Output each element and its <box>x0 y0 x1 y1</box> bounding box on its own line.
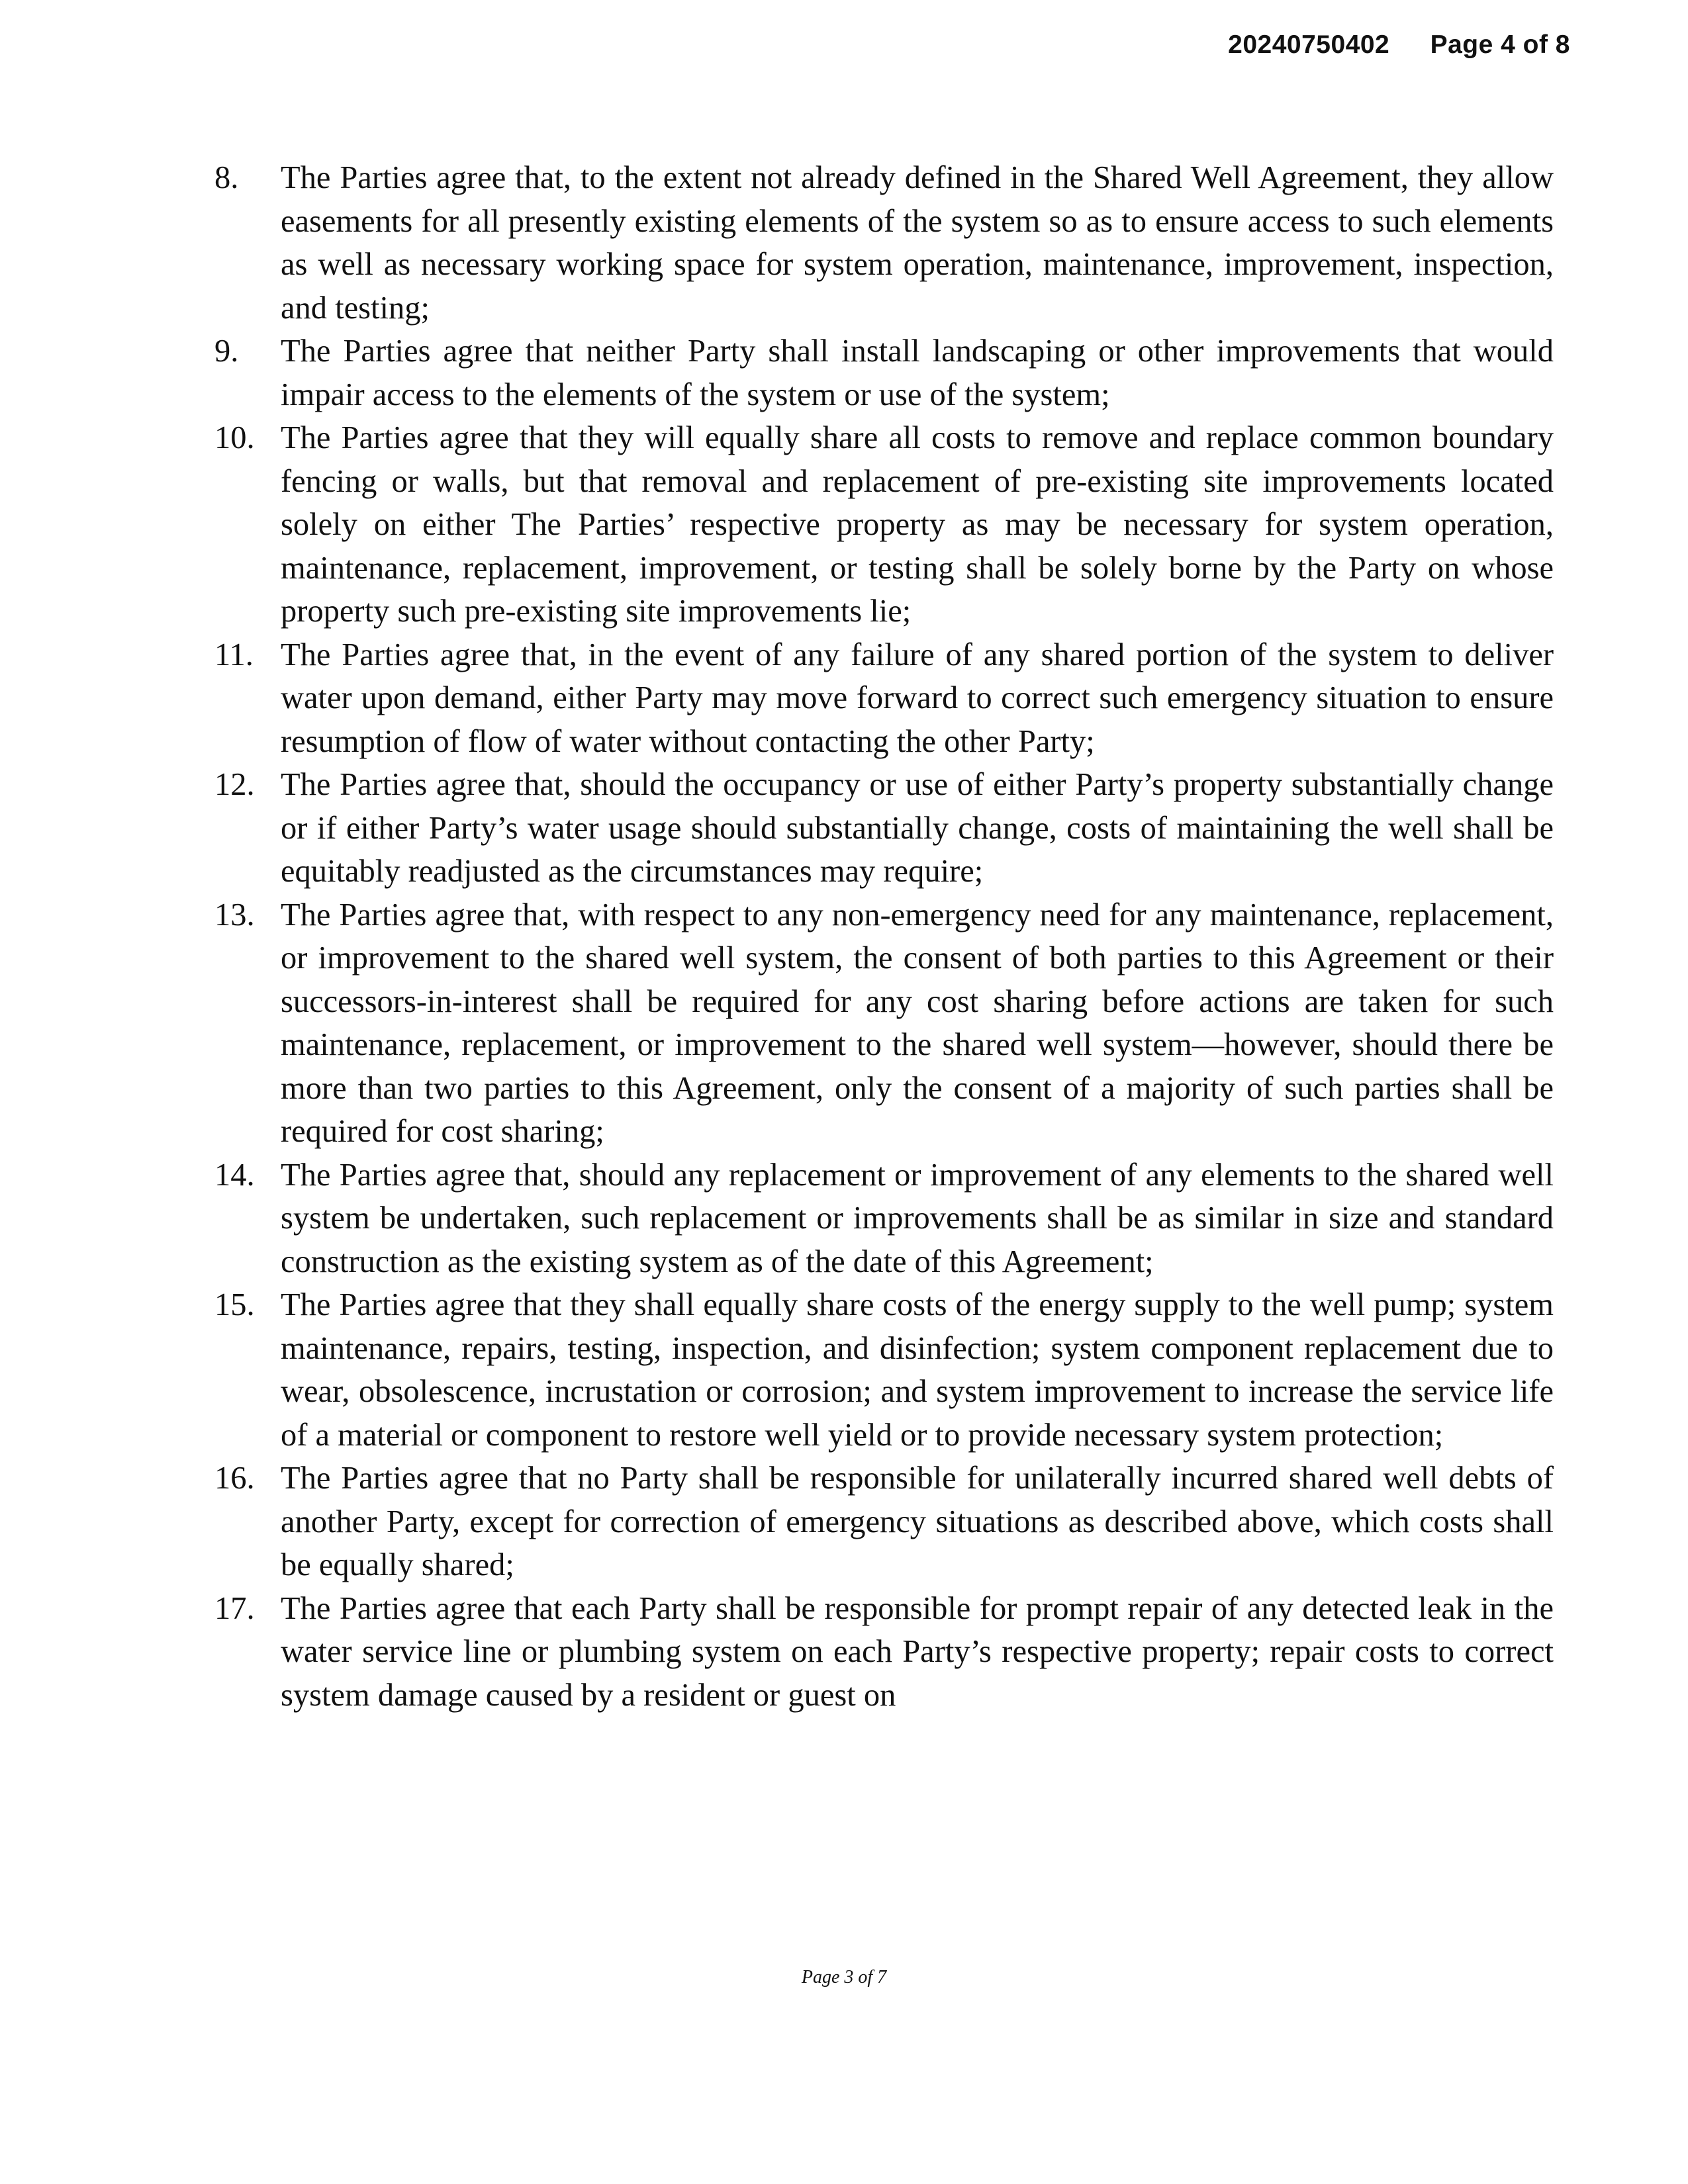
clause-15 <box>214 1283 1554 1457</box>
clause-text: The Parties agree that, in the event of any failure of any shared portion of the system to deliver water upon demand, either Party may move forward to correct such emergency situation to ensure resumption of flow of water without contacting the other Party; <box>281 637 1554 759</box>
clause-11 <box>214 633 1554 764</box>
header-page-label: Page 4 of 8 <box>1430 30 1570 59</box>
clause-text: The Parties agree that they will equally share all costs to remove and replace common boundary fencing or walls, but that removal and replacement of pre-existing site improvements located solely on either The Parties’ respective property as may be necessary for system operation, maintenance, replacement, improvement, or testing shall be solely borne by the Party on whose property such pre-existing site improvements lie; <box>281 420 1554 629</box>
clause-number: 17. <box>214 1590 255 1626</box>
clause-number: 16. <box>214 1461 255 1496</box>
clause-number: 10. <box>214 420 255 455</box>
clause-number: 15. <box>214 1287 255 1322</box>
clause-12 <box>214 763 1554 893</box>
recording-header <box>1228 30 1570 60</box>
clause-number: 14. <box>214 1157 255 1193</box>
clause-text: The Parties agree that, to the extent not already defined in the Shared Well Agreement, they allow easements for all presently existing elements of the system so as to ensure access to such elements as well as necessary working space for system operation, maintenance, improvement, inspection, and testing; <box>281 160 1554 326</box>
clause-number: 13. <box>214 897 255 933</box>
clause-text: The Parties agree that no Party shall be responsible for unilaterally incurred shared well debts of another Party, except for correction of emergency situations as described above, which costs shall be equally shared; <box>281 1461 1554 1582</box>
clause-16 <box>214 1457 1554 1587</box>
clause-number: 11. <box>214 637 254 672</box>
clause-number: 8. <box>214 160 239 195</box>
clause-number: 12. <box>214 767 255 802</box>
clause-text: The Parties agree that neither Party shall install landscaping or other improvements that would impair access to the elements of the system or use of the system; <box>281 334 1554 412</box>
clause-9 <box>214 330 1554 416</box>
clause-text: The Parties agree that, with respect to any non-emergency need for any maintenance, replacement, or improvement to the shared well system, the consent of both parties to this Agreement or their successors-in-interest shall be required for any cost sharing before actions are taken for such maintenance, replacement, or improvement to the shared well system—however, should there be more than two parties to this Agreement, only the consent of a majority of such parties shall be required for cost sharing; <box>281 897 1554 1149</box>
clause-14 <box>214 1154 1554 1284</box>
clause-17 <box>214 1587 1554 1717</box>
clause-number: 9. <box>214 334 239 369</box>
clause-13 <box>214 893 1554 1154</box>
clause-10 <box>214 416 1554 633</box>
clause-8 <box>214 156 1554 330</box>
page-footer: Page 3 of 7 <box>801 1967 887 1987</box>
clause-text: The Parties agree that, should the occupancy or use of either Party’s property substantially change or if either Party’s water usage should substantially change, costs of maintaining the well shall be equitably readjusted as the circumstances may require; <box>281 767 1554 889</box>
document-number: 20240750402 <box>1228 30 1390 59</box>
clause-list <box>214 156 1554 1717</box>
clause-text: The Parties agree that each Party shall be responsible for prompt repair of any detected leak in the water service line or plumbing system on each Party’s respective property; repair costs to correct system damage caused by a resident or guest on <box>281 1590 1554 1713</box>
clause-text: The Parties agree that they shall equally share costs of the energy supply to the well pump; system maintenance, repairs, testing, inspection, and disinfection; system component replacement due to wear, obsolescence, incrustation or corrosion; and system improvement to increase the service life of a material or component to restore well yield or to provide necessary system protection; <box>281 1287 1554 1453</box>
clause-text: The Parties agree that, should any replacement or improvement of any elements to the shared well system be undertaken, such replacement or improvements shall be as similar in size and standard construction as the existing system as of the date of this Agreement; <box>281 1157 1554 1279</box>
